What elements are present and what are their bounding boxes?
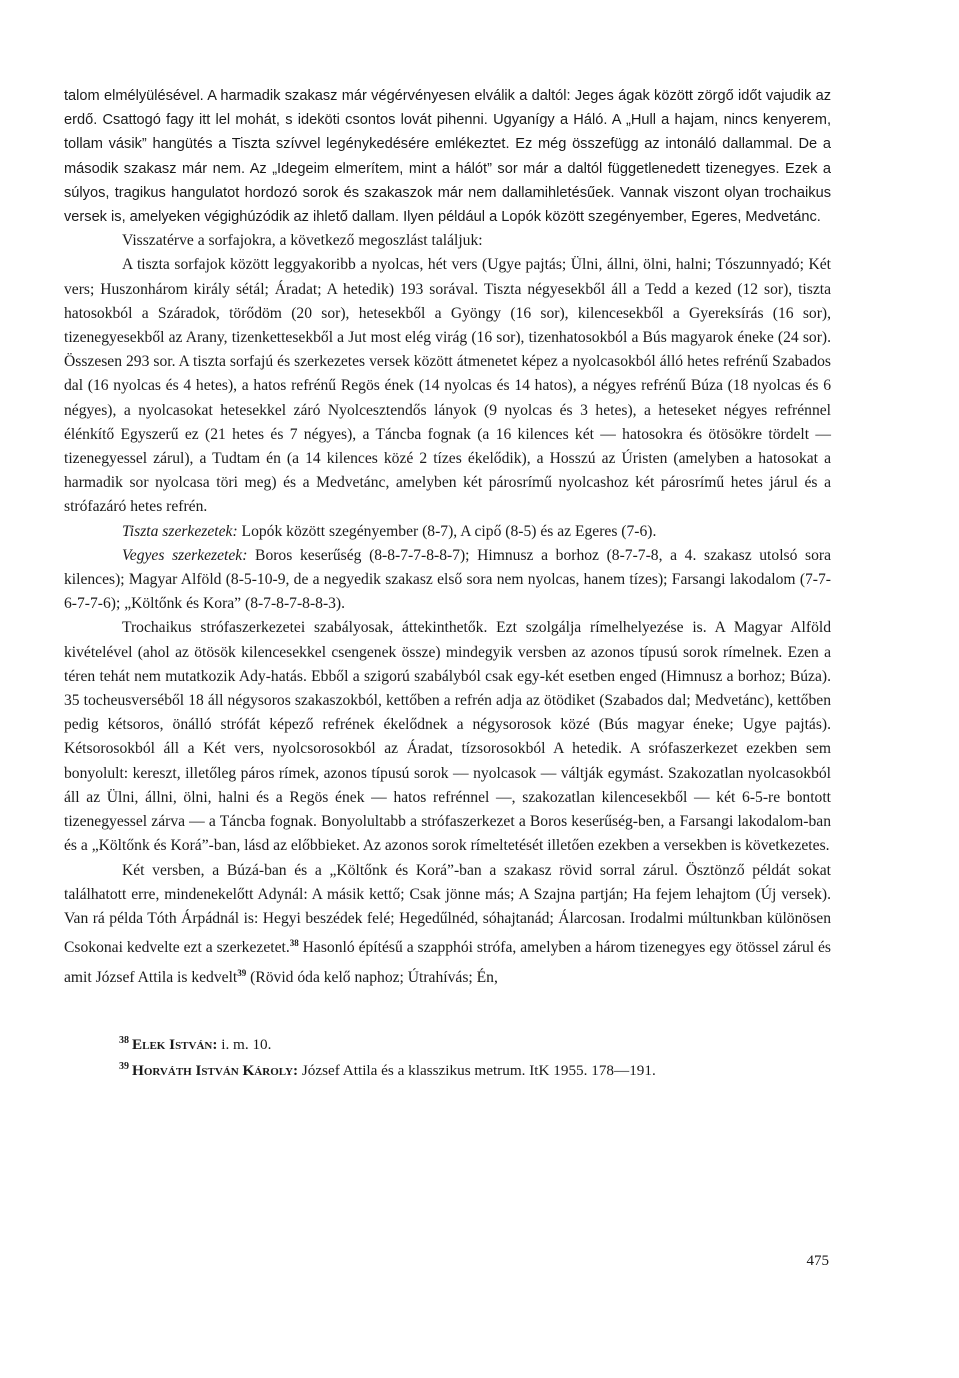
paragraph-5 xyxy=(64,544,831,617)
label-vegyes: Vegyes szerkezetek: xyxy=(122,546,248,564)
footnote-ref-39[interactable]: 39 xyxy=(237,967,247,978)
paragraph-4-text: Lopók között szegényember (8-7), A cipő (8-5) és az Egeres (7-6). xyxy=(237,522,657,540)
paragraph-5-text: Boros keserűség (8-8-7-7-8-8-7); Himnusz a borhoz (8-7-7-8, a 4. szakasz utolsó sora kilences); Magyar Alföld (8-5-10-9, de a negyedik szakasz első sora nem nyolcas, hanem tízes); Farsangi lakodalom (7-7-6-7-7-6); „Költőnk és Kora” (8-7-8-7-8-8-3). xyxy=(64,546,832,613)
paragraph-7-text-b: Hasonló építésű a szapphói strófa, amelyben a három tizenegyes egy ötössel zárul és amit József Attila is kedvelt xyxy=(64,939,831,986)
footnote-text: József Attila és a klasszikus metrum. ItK 1955. 178—191. xyxy=(298,1062,656,1080)
paragraph-7-text-c: (Rövid óda kelő naphoz; Útrahívás; Én, xyxy=(246,968,498,986)
footnote-number: 38 xyxy=(119,1034,129,1046)
footnote-text: i. m. 10. xyxy=(217,1035,272,1053)
paragraph-7 xyxy=(64,859,831,990)
paragraph-4 xyxy=(64,520,831,544)
paragraph-2: Visszatérve a sorfajokra, a következő megoszlást találjuk: xyxy=(122,232,483,250)
footnote-ref-38[interactable]: 38 xyxy=(289,938,299,949)
footnote-author: Horváth István Károly: xyxy=(132,1062,299,1080)
page-number: 475 xyxy=(806,1253,829,1269)
paragraph-3: A tiszta sorfajok között leggyakoribb a nyolcas, hét vers (Ugye pajtás; Ülni, állni, ölni, halni; Tószunnyadó; Két vers; Huszonhárom király sétál; Áradat; A hetedik) 193 sorával. Tiszta négyesekből áll a Tedd a kezed (12 sor), tiszta hatosokból a Száradok, törődöm (20 sor), hetesekből a Gyöngy (16 sor), kilencesekből a Gyereksírás (16 sor), tizenegyesekből az Arany, tizenkettesekből a Jut most elég virág (16 sor), tizenhatosokból a Bús magyarok éneke (24 sor). Összesen 293 sor. A tiszta sorfajú és szerkezetes versek között átmenetet képez a nyolcasokból álló hetes refrénű Szabados dal (16 nyolcas és 4 hetes), a hatos refrénű Regös ének (14 nyolcas és 14 hatos), a négyes refrénű Búza (18 nyolcas és 6 négyes), a nyolcasokat hetesekkel záró Nyolcesztendős lányok (9 nyolcas és 3 hetes), a heteseket négyes refrénnel élénkítő Egyszerű ez (21 hetes és 7 négyes), a Táncba fognak (a 16 kilences két — hatosokra és ötösökre tördelt — tizenegyessel zárul), a Tudtam én (a 14 kilences közé 2 tízes ékelődik), a Hosszú az Úristen (amelyben a hatosokat a harmadik sor nyolcasa töri meg) és a Medvetánc, amelyben két párosrímű nyolcashoz két párosrímű hetes járul és a strófazáró hetes refrén. xyxy=(64,256,831,516)
footnotes xyxy=(64,1030,831,1082)
paragraph-6: Trochaikus strófaszerkezetei szabályosak, áttekinthetők. Ezt szolgálja rímelhelyezése is. A Magyar Alföld kivételével (ahol az ötösök kilencesekkel csengenek össze) mindegyik versben az azonos típusú sorok rímelnek. Ezen a téren tehát nem mutatkozik Ady-hatás. Ebből a szigorú szabályból csak egy-két esetben enged (Himnusz a borhoz; Búza). 35 tocheusverséből 18 áll négysoros szakaszokból, kettőben a refrén adja az ötödiket (Szabados dal; Medvetánc), kettőben pedig kétsoros, önálló strófát képező refrének ékelődnek a négysorosok közé (Bús magyar éneke; Ugye pajtás). Kétsorosokból áll a Két vers, nyolcsorosokból az Áradat, tízsorosokból A hetedik. A srófaszerkezet ezekben sem bonyolult: kereszt, illetőleg páros rímek, azonos típusú sorok — nyolcasok — váltják egymást. Szakozatlan nyolcasokból áll az Ülni, állni, ölni, halni és a Regös ének — hatos refrénnel —, szakozatlan kilencesekből — két 6-5-re bontott tizenegyessel zárva — a Táncba fognak. Bonyolultabb a strófaszerkezet a Boros keserűség-ben, a Farsangi lakodalom-ban és a „Költőnk és Korá”-ban, lásd az előbbieket. Az azonos sorok rímeltetését illetően ezekben a versekben is következetes. xyxy=(64,619,831,855)
footnote-number: 39 xyxy=(119,1060,129,1072)
label-tiszta: Tiszta szerkezetek: xyxy=(122,522,238,540)
paragraph-1: talom elmélyülésével. A harmadik szakasz már végérvényesen elválik a daltól: Jeges ágak között zörgő időt vajudik az erdő. Csattogó fagy itt lel mohát, s ideköti csontos lovát pihenni. Ugyanígy a Háló. A „Hull a hajam, nincs kenyerem, tollam vásik” hangütés a Tiszta szívvel legénykedésére emlékeztet. Ez még összefügg az intonáló dallammal. De a második szakasz már nem. Az „Idegeim elmerítem, mint a hálót” sor már a daltól függetlenedett tizenegyes. Ezek a súlyos, tragikus hangulatot hordozó sorok és szakaszok már nem dallamihletésűek. Vannak viszont olyan trochaikus versek is, amelyeken végighúzódik az ihlető dallam. Ilyen például a Lopók között szegényember, Egeres, Medvetánc. xyxy=(64,88,831,226)
footnote-39 xyxy=(119,1056,831,1082)
body-text xyxy=(64,84,831,990)
footnote-38 xyxy=(119,1030,831,1056)
paragraph-7-text-a: Két versben, a Búzá-ban és a „Költőnk és Korá”-ban a szakasz rövid sorral zárul. Ösztönző példát sokat találhatott erre, mindenekelőtt Adynál: A másik kettő; Csak jönne más; A Szajna partján; Ha fejem lehajtom (Új versek). Van rá példa Tóth Árpádnál is: Hegyi beszédek felé; Hegedűlnéd, sóhajtanád; Álarcosan. Irodalmi múltunkban különösen Csokonai kedvelte ezt a szerkezetet. xyxy=(64,861,831,957)
footnote-author: Elek István: xyxy=(132,1035,218,1053)
